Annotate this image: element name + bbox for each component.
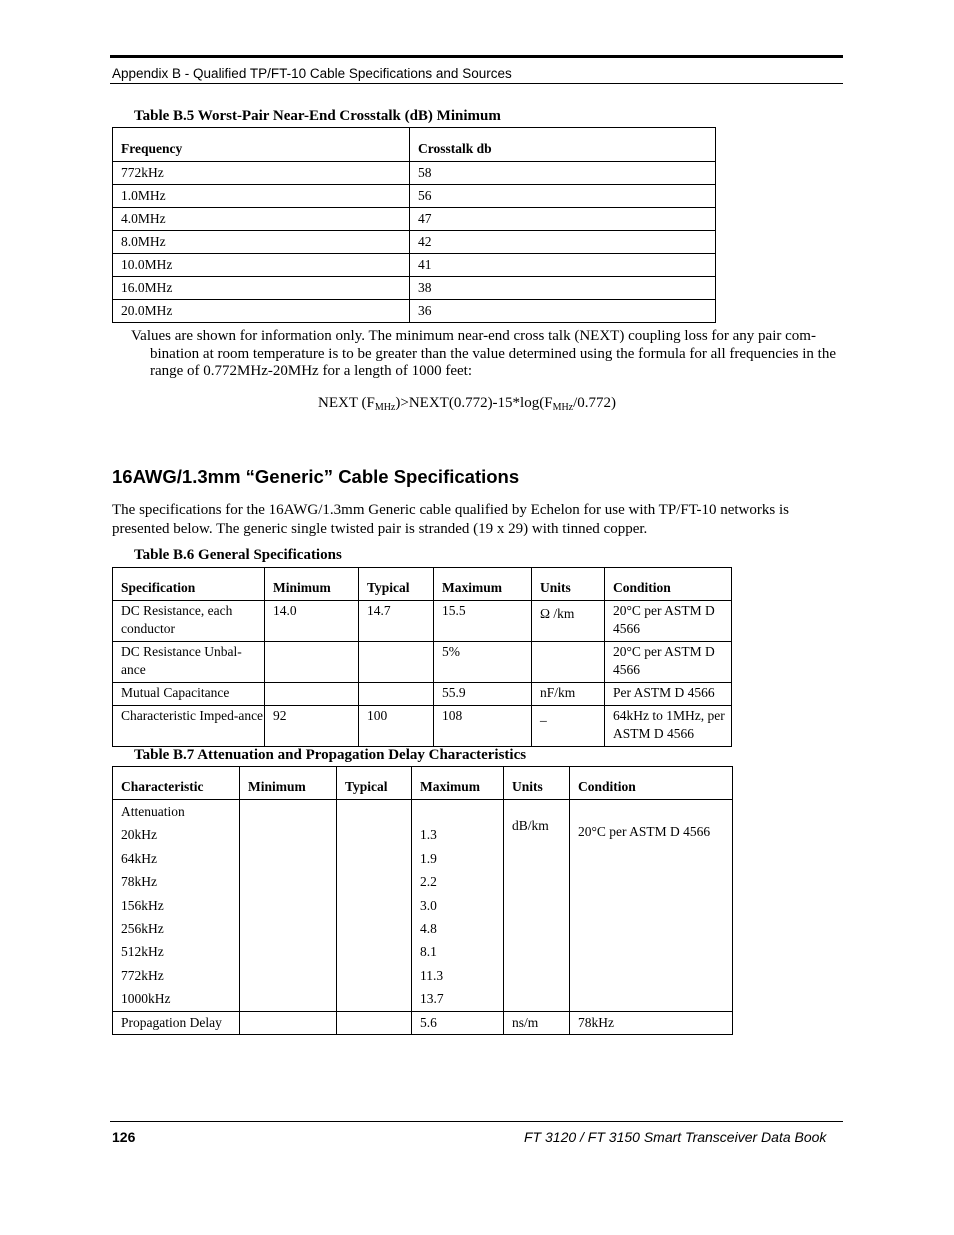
frequency-label: 772kHz [121, 967, 164, 983]
table-b5 [112, 127, 716, 323]
next-formula [318, 395, 616, 412]
table-row [113, 162, 716, 185]
table-cell: Characteristic Imped-ance [113, 706, 265, 747]
table-cell: 10.0MHz [113, 254, 410, 277]
table-cell: 15.5 [434, 601, 532, 642]
table-cell: 1.0MHz [113, 185, 410, 208]
table-cell: 108 [434, 706, 532, 747]
table-cell: 5.6 [412, 1011, 504, 1034]
column-header: Units [532, 568, 605, 601]
table-cell: 38 [410, 277, 716, 300]
table-cell: 772kHz [113, 162, 410, 185]
frequency-label: 156kHz [121, 897, 164, 913]
table-row [113, 800, 733, 1012]
maximum-value: 4.8 [420, 920, 437, 936]
table-cell [337, 1011, 412, 1034]
frequency-label: 512kHz [121, 944, 164, 960]
table-cell: 4.0MHz [113, 208, 410, 231]
formula-subscript: MHz [552, 402, 574, 413]
table-b5-caption: Table B.5 Worst-Pair Near-End Crosstalk (dB) Minimum [134, 108, 501, 124]
note-continuation: bination at room temperature is to be greater than the value determined using the formula for all frequencies in the range of 0.772MHz-20MHz for a length of 1000 feet: [150, 345, 837, 379]
table-cell [532, 642, 605, 683]
table-row [113, 642, 732, 683]
column-header: Minimum [265, 568, 359, 601]
attenuation-maximum-cell [412, 800, 504, 1012]
maximum-value: 13.7 [420, 991, 444, 1007]
table-row [113, 300, 716, 323]
crosstalk-note [131, 328, 843, 381]
table-cell: 47 [410, 208, 716, 231]
table-row [113, 683, 732, 706]
table-b6-caption: Table B.6 General Specifications [134, 547, 342, 563]
table-cell: 78kHz [570, 1011, 733, 1034]
header-rule-thick [110, 55, 843, 58]
column-header: Typical [337, 767, 412, 800]
table-cell: Mutual Capacitance [113, 683, 265, 706]
table-cell: 14.0 [265, 601, 359, 642]
column-header: Condition [605, 568, 732, 601]
formula-part: NEXT (F [318, 395, 375, 411]
table-cell [265, 683, 359, 706]
table-cell: DC Resistance Unbal-ance [113, 642, 265, 683]
table-b6 [112, 567, 732, 747]
attenuation-characteristic-cell [113, 800, 240, 1012]
column-header: Condition [570, 767, 733, 800]
maximum-value: 8.1 [420, 944, 437, 960]
table-cell: 5% [434, 642, 532, 683]
table-cell: Ω /km [532, 601, 605, 642]
page-number: 126 [112, 1129, 136, 1145]
table-cell: 55.9 [434, 683, 532, 706]
table-cell: 41 [410, 254, 716, 277]
table-cell [359, 683, 434, 706]
table-cell [240, 800, 337, 1012]
column-header: Maximum [434, 568, 532, 601]
table-row [113, 185, 716, 208]
table-cell: 36 [410, 300, 716, 323]
table-cell: 64kHz to 1MHz, per ASTM D 4566 [605, 706, 732, 747]
table-cell: 20.0MHz [113, 300, 410, 323]
section-paragraph: The specifications for the 16AWG/1.3mm Generic cable qualified by Echelon for use with TP/FT-10 networks is presented below. The generic single twisted pair is stranded (19 x 29) with tinned copper. [112, 502, 789, 537]
frequency-label: 256kHz [121, 920, 164, 936]
frequency-label: 20kHz [121, 827, 157, 843]
column-header: Characteristic [113, 767, 240, 800]
formula-part: /0.772) [573, 395, 617, 411]
table-row [113, 231, 716, 254]
maximum-value: 2.2 [420, 874, 437, 890]
table-b7 [112, 766, 733, 1035]
table-cell: nF/km [532, 683, 605, 706]
spacer [420, 800, 503, 823]
table-cell: 100 [359, 706, 434, 747]
book-title: FT 3120 / FT 3150 Smart Transceiver Data Book [524, 1129, 827, 1145]
column-header: Crosstalk db [410, 128, 716, 162]
attenuation-condition-cell: 20°C per ASTM D 4566 [570, 800, 733, 1012]
maximum-value: 1.9 [420, 850, 437, 866]
table-cell: 14.7 [359, 601, 434, 642]
column-header: Typical [359, 568, 434, 601]
table-cell: 8.0MHz [113, 231, 410, 254]
table-cell: Per ASTM D 4566 [605, 683, 732, 706]
table-cell [337, 800, 412, 1012]
maximum-value: 11.3 [420, 967, 444, 983]
column-header: Maximum [412, 767, 504, 800]
maximum-value: 1.3 [420, 827, 437, 843]
maximum-value: 3.0 [420, 897, 437, 913]
running-header: Appendix B - Qualified TP/FT-10 Cable Specifications and Sources [112, 66, 512, 81]
table-cell [240, 1011, 337, 1034]
table-row [113, 1011, 733, 1034]
formula-subscript: MHz [374, 402, 396, 413]
attenuation-label: Attenuation [121, 804, 185, 819]
frequency-label: 64kHz [121, 850, 157, 866]
table-b7-caption: Table B.7 Attenuation and Propagation Delay Characteristics [134, 747, 527, 763]
table-row [113, 208, 716, 231]
note-line-1: Values are shown for information only. The minimum near-end cross talk (NEXT) coupling loss for any pair com- [131, 328, 816, 344]
attenuation-units-cell: dB/km [504, 800, 570, 1012]
table-row [113, 277, 716, 300]
column-header: Frequency [113, 128, 410, 162]
table-cell: Propagation Delay [113, 1011, 240, 1034]
table-cell [359, 642, 434, 683]
formula-part: )>NEXT(0.772)-15*log(F [395, 395, 553, 411]
table-cell: 20°C per ASTM D 4566 [605, 642, 732, 683]
table-cell: 58 [410, 162, 716, 185]
section-heading: 16AWG/1.3mm “Generic” Cable Specifications [112, 466, 520, 487]
frequency-label: 1000kHz [121, 991, 171, 1007]
table-cell: 56 [410, 185, 716, 208]
column-header: Units [504, 767, 570, 800]
table-cell: DC Resistance, each conductor [113, 601, 265, 642]
column-header: Minimum [240, 767, 337, 800]
table-cell: 20°C per ASTM D 4566 [605, 601, 732, 642]
table-cell: 42 [410, 231, 716, 254]
table-cell: ns/m [504, 1011, 570, 1034]
table-row [113, 254, 716, 277]
frequency-label: 78kHz [121, 874, 157, 890]
table-cell: 92 [265, 706, 359, 747]
column-header: Specification [113, 568, 265, 601]
footer-rule [110, 1121, 843, 1122]
table-cell: 16.0MHz [113, 277, 410, 300]
table-row [113, 601, 732, 642]
table-cell [265, 642, 359, 683]
table-cell: _ [532, 706, 605, 747]
header-rule-thin [110, 83, 843, 84]
table-row [113, 706, 732, 747]
